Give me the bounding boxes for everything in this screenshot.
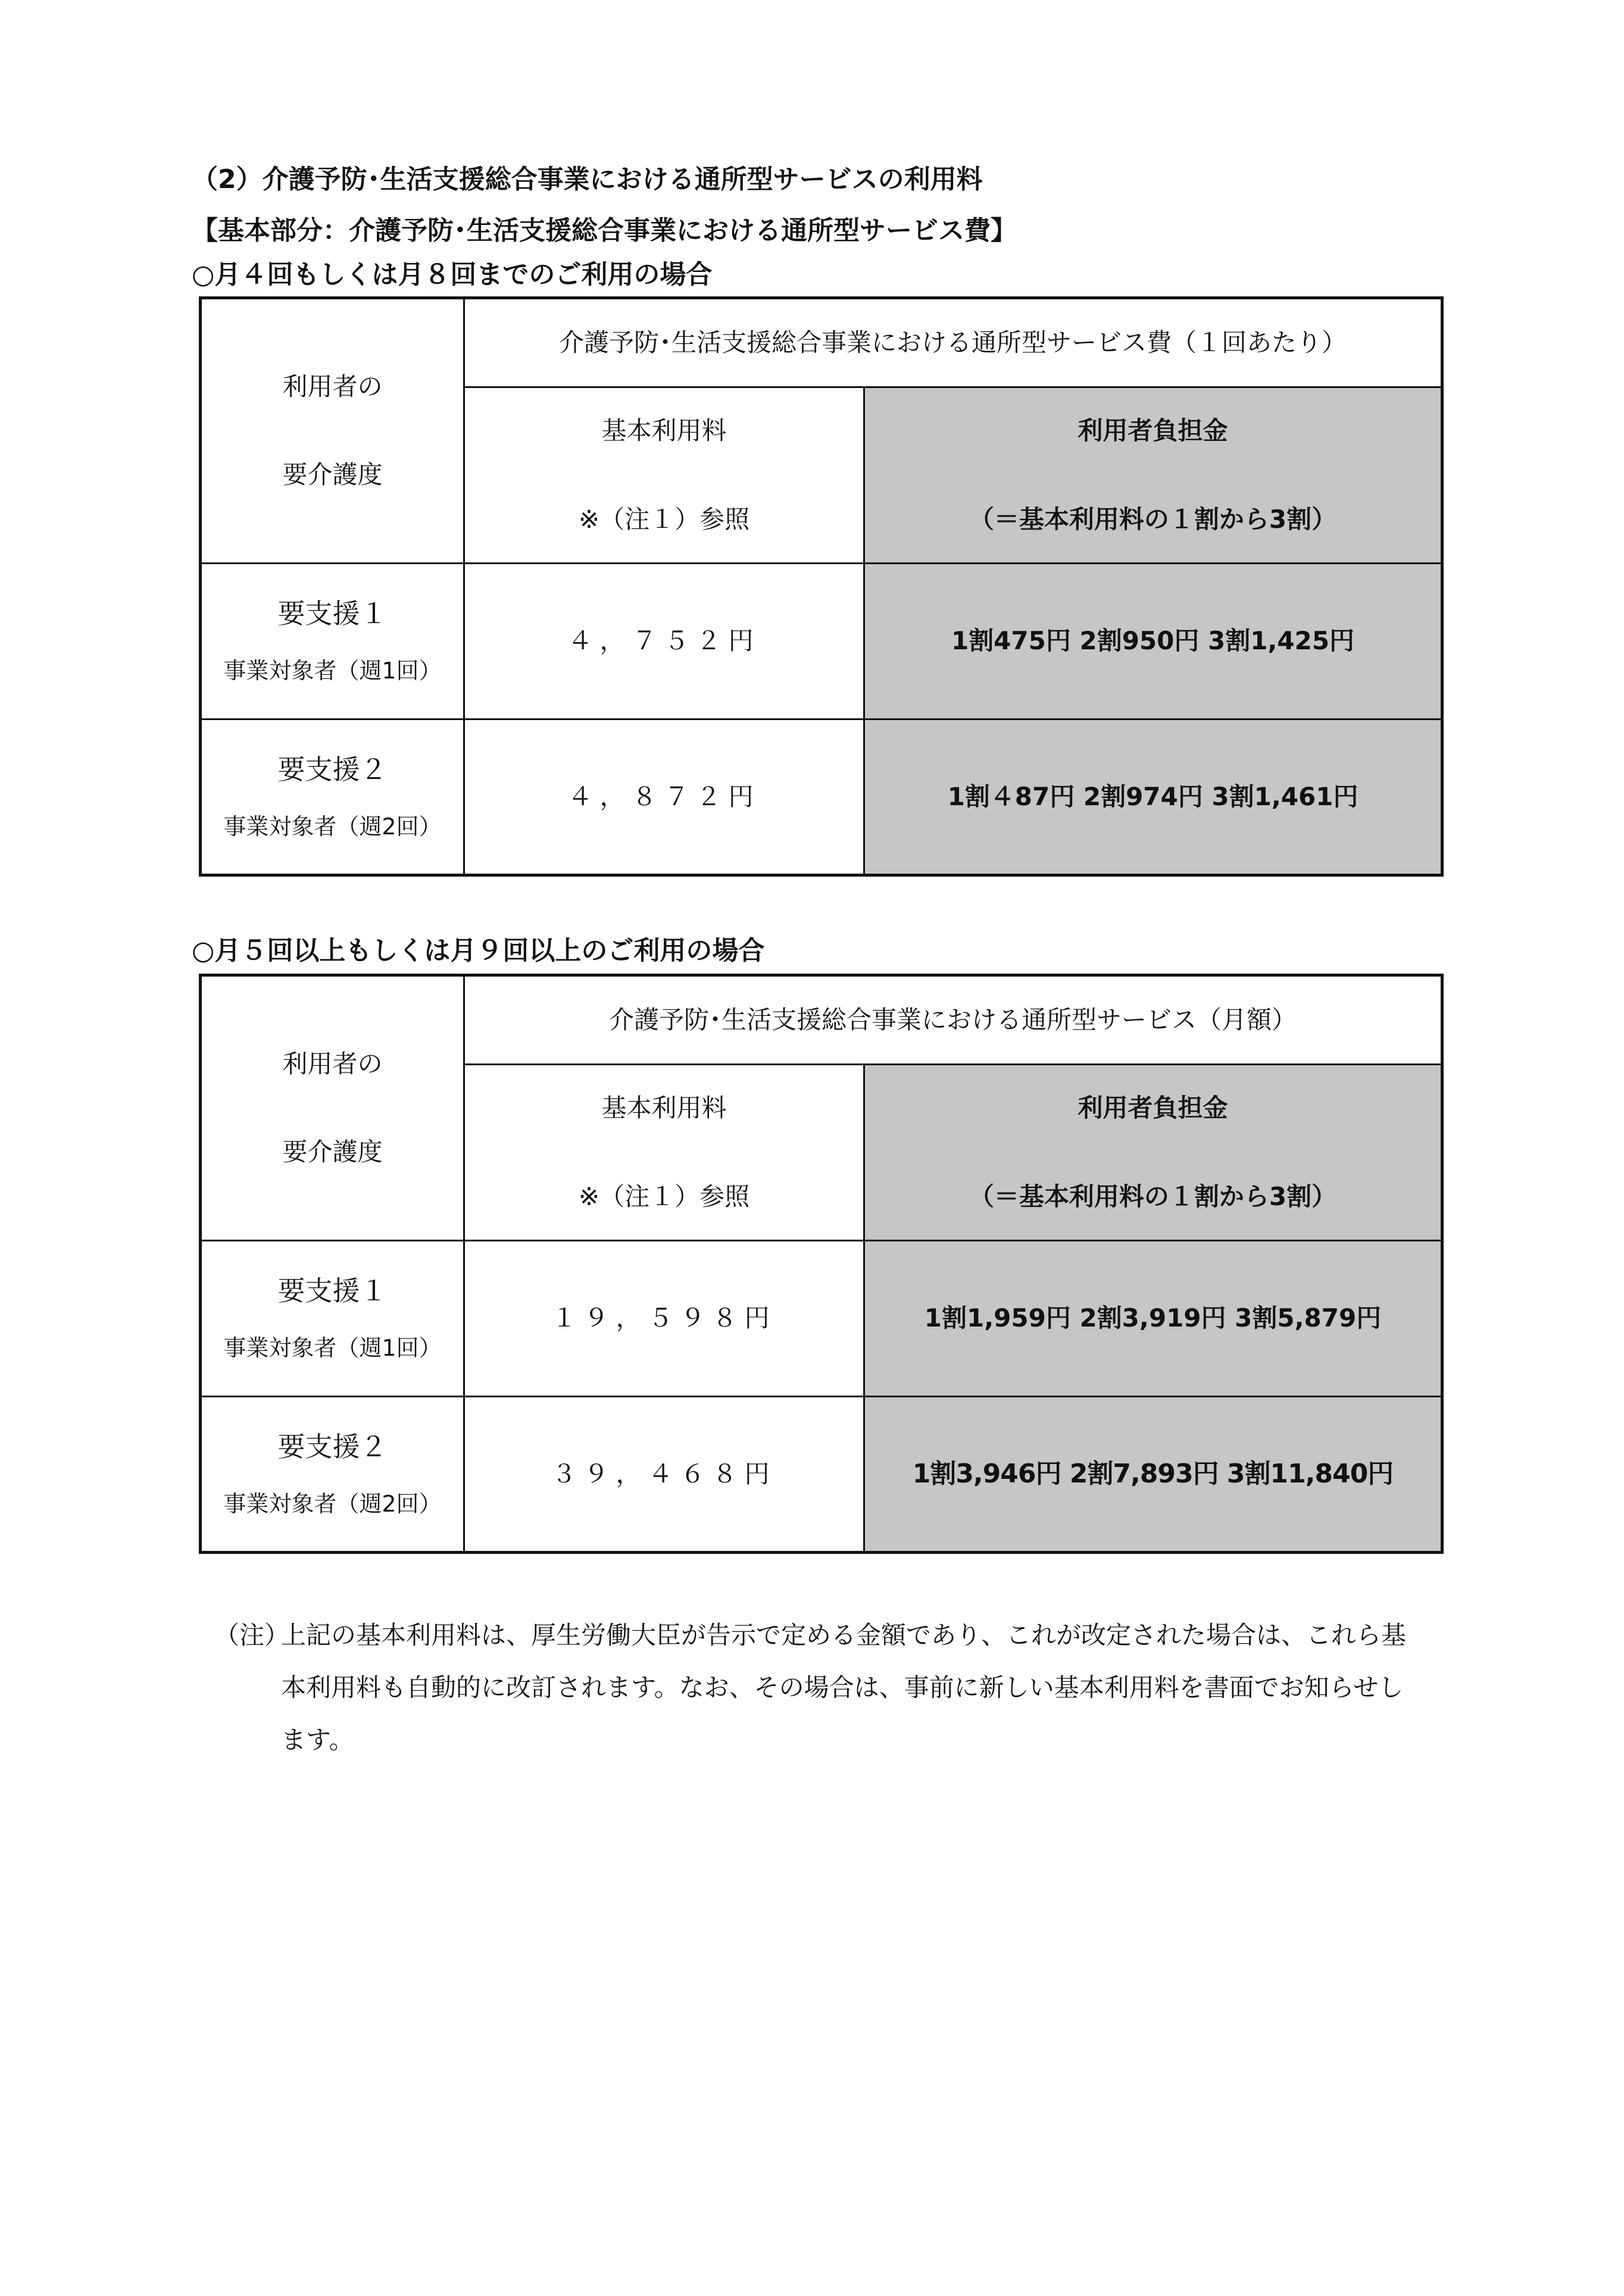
header-share-line1: 利用者負担金 — [1078, 416, 1228, 446]
level-cell — [201, 1241, 464, 1397]
header-base-line1: 基本利用料 — [601, 1093, 727, 1123]
base-fee: ４，７５２円 — [464, 564, 864, 720]
care-level: 要支援１ — [277, 1275, 388, 1307]
basic-part-title: 【基本部分：介護予防･生活支援総合事業における通所型サービス費】 — [192, 215, 1017, 246]
level-cell — [201, 720, 464, 875]
header-group-cell: 介護予防･生活支援総合事業における通所型サービス費（１回あたり） — [464, 298, 1442, 387]
fee-table-monthly — [199, 974, 1444, 1554]
header-level-line1: 利用者の — [282, 1049, 383, 1078]
care-level: 要支援１ — [277, 598, 388, 630]
base-fee: ４，８７２円 — [464, 720, 864, 875]
header-level-cell — [201, 298, 464, 564]
footnote-label: （注） — [214, 1621, 290, 1650]
header-base-fee-cell — [464, 1065, 864, 1241]
table-row — [201, 720, 1442, 875]
header-user-share-cell — [864, 387, 1442, 564]
footnote-text: 上記の基本利用料は、厚生労働大臣が告示で定める金額であり、これが改定された場合は、これら基本利用料も自動的に改訂されます。なお、その場合は、事前に新しい基本利用料を書面でお知らせします。 — [281, 1621, 1407, 1754]
header-share-line2: （＝基本利用料の１割から3割） — [969, 1181, 1337, 1211]
user-share: 1割3,946円 2割7,893円 3割11,840円 — [864, 1397, 1442, 1553]
header-group-cell: 介護予防･生活支援総合事業における通所型サービス（月額） — [464, 975, 1442, 1065]
level-cell — [201, 564, 464, 720]
header-level-line1: 利用者の — [282, 371, 383, 401]
header-level-line2: 要介護度 — [282, 460, 383, 489]
header-share-line2: （＝基本利用料の１割から3割） — [969, 504, 1337, 534]
header-base-line2: ※（注１）参照 — [578, 504, 750, 534]
user-share: 1割４87円 2割974円 3割1,461円 — [864, 720, 1442, 875]
fee-table-per-visit — [199, 296, 1444, 877]
table-row — [201, 1241, 1442, 1397]
header-base-line2: ※（注１）参照 — [578, 1181, 750, 1211]
table-row — [201, 564, 1442, 720]
table-row — [201, 1397, 1442, 1553]
case1-title: ○月４回もしくは月８回までのご利用の場合 — [192, 259, 713, 290]
care-level: 要支援２ — [277, 1430, 388, 1463]
care-level-sub: 事業対象者（週1回） — [223, 658, 442, 684]
user-share: 1割475円 2割950円 3割1,425円 — [864, 564, 1442, 720]
base-fee: １９，５９８円 — [464, 1241, 864, 1397]
header-base-fee-cell — [464, 387, 864, 564]
header-base-line1: 基本利用料 — [601, 416, 727, 446]
header-user-share-cell — [864, 1065, 1442, 1241]
care-level-sub: 事業対象者（週2回） — [223, 1490, 442, 1517]
header-level-line2: 要介護度 — [282, 1137, 383, 1166]
care-level-sub: 事業対象者（週2回） — [223, 813, 442, 840]
footnote — [214, 1609, 1417, 1766]
level-cell — [201, 1397, 464, 1553]
user-share: 1割1,959円 2割3,919円 3割5,879円 — [864, 1241, 1442, 1397]
base-fee: ３９，４６８円 — [464, 1397, 864, 1553]
header-level-cell — [201, 975, 464, 1241]
section-title: （2）介護予防･生活支援総合事業における通所型サービスの利用料 — [192, 164, 983, 195]
header-share-line1: 利用者負担金 — [1078, 1093, 1228, 1123]
care-level-sub: 事業対象者（週1回） — [223, 1335, 442, 1362]
care-level: 要支援２ — [277, 753, 388, 786]
case2-title: ○月５回以上もしくは月９回以上のご利用の場合 — [192, 936, 765, 966]
